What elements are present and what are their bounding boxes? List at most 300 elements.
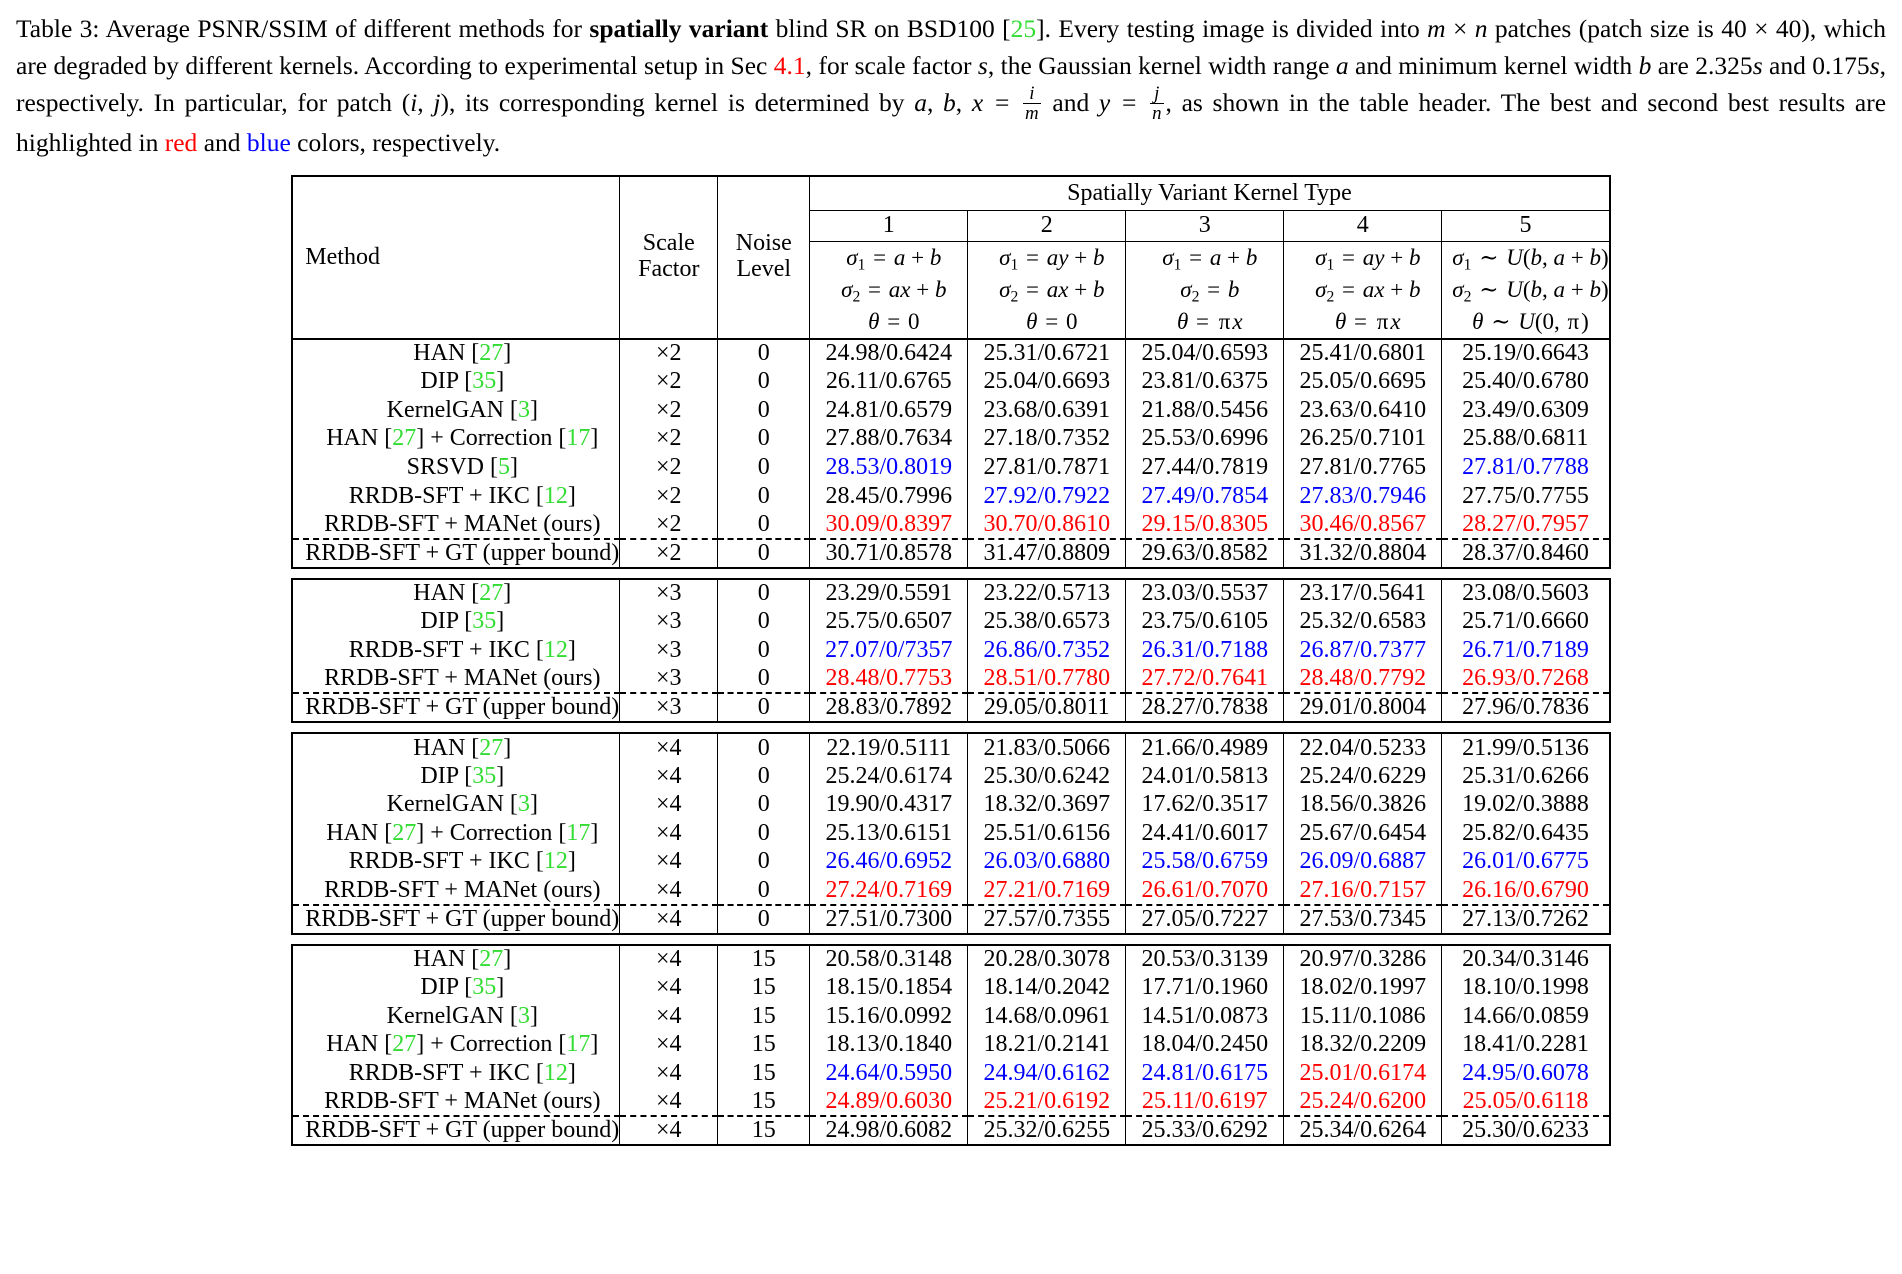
table-row <box>292 665 1609 694</box>
table-row <box>292 905 1609 934</box>
caption-text-14: highlighted in <box>16 127 165 157</box>
caption-text-6: factor <box>912 51 978 80</box>
citation-27[interactable]: 27 <box>479 734 504 761</box>
cell-kernel-4-value: 15.11/0.1086 <box>1284 1002 1442 1031</box>
cell-method: RRDB-SFT + IKC [12] <box>292 482 620 511</box>
citation-35[interactable]: 35 <box>472 608 497 635</box>
cell-kernel-3-value: 28.27/0.7838 <box>1126 693 1284 722</box>
cell-kernel-1-value: 27.88/0.7634 <box>825 425 953 452</box>
cell-kernel-4-value: 25.01/0.6174 <box>1284 1059 1442 1088</box>
table-row <box>292 339 1609 368</box>
table-row <box>292 1116 1609 1145</box>
cell-kernel-1-value: 24.81/0.6579 <box>825 396 953 423</box>
caption-text-1: Average PSNR/SSIM of different methods for <box>99 14 590 43</box>
cell-kernel-2-value: 18.14/0.2042 <box>968 973 1126 1002</box>
cell-noise-level: 15 <box>718 1059 810 1088</box>
cell-kernel-3-value: 25.11/0.6197 <box>1126 1088 1284 1117</box>
cell-kernel-3-value: 18.04/0.2450 <box>1126 1031 1284 1060</box>
cell-kernel-5-value: 26.93/0.7268 <box>1442 665 1610 694</box>
header-kernel-4: 4 <box>1284 210 1442 241</box>
cell-kernel-4-value: 25.41/0.6801 <box>1284 339 1442 368</box>
citation-3[interactable]: 3 <box>517 791 530 818</box>
cell-kernel-1-value: 27.07/0/7357 <box>825 636 953 663</box>
cell-kernel-2-value: 27.18/0.7352 <box>968 425 1126 454</box>
cell-kernel-5-value: 21.99/0.5136 <box>1442 733 1610 762</box>
cell-kernel-3-value: 17.71/0.1960 <box>1126 973 1284 1002</box>
cell-kernel-2-value: 26.03/0.6880 <box>968 848 1126 877</box>
caption-text-10: and 0.175 <box>1762 51 1870 80</box>
cell-kernel-5-value: 18.10/0.1998 <box>1442 973 1610 1002</box>
cell-noise-level: 0 <box>718 693 810 722</box>
formula-sigma1-5: $\sigma_1$ ∼ U(b, a + b) <box>1452 244 1609 273</box>
cell-kernel-3-value: 29.63/0.8582 <box>1126 539 1284 568</box>
cell-kernel-3-value: 26.31/0.7188 <box>1126 636 1284 665</box>
cell-kernel-4-value: 30.46/0.8567 <box>1284 510 1442 539</box>
table-row <box>292 733 1609 762</box>
cell-scale-factor: ×2 <box>620 425 718 454</box>
formula-theta-4: θ = πx <box>1334 309 1401 335</box>
cell-kernel-5-value: 18.41/0.2281 <box>1442 1031 1610 1060</box>
cell-kernel-1-value: 30.71/0.8578 <box>810 539 968 568</box>
cell-kernel-2-value: 23.68/0.6391 <box>968 396 1126 425</box>
cell-noise-level: 15 <box>718 945 810 974</box>
cell-kernel-3-value: 29.15/0.8305 <box>1126 510 1284 539</box>
cell-noise-level: 15 <box>718 973 810 1002</box>
cell-kernel-2-value: 25.04/0.6693 <box>968 367 1126 396</box>
cell-kernel-3-value: 20.53/0.3139 <box>1126 945 1284 974</box>
cell-scale-factor: ×4 <box>620 1088 718 1117</box>
cell-noise-level: 0 <box>718 790 810 819</box>
cell-noise-level: 0 <box>718 339 810 368</box>
cell-kernel-4-value: 31.32/0.8804 <box>1284 539 1442 568</box>
cell-kernel-3-value: 23.75/0.6105 <box>1126 607 1284 636</box>
citation-27[interactable]: 27 <box>392 819 417 846</box>
cell-method: HAN [27] <box>292 733 620 762</box>
table-row <box>292 819 1609 848</box>
cell-scale-factor: ×2 <box>620 482 718 511</box>
cell-scale-factor: ×4 <box>620 1059 718 1088</box>
caption-text-13: , as shown in the table header. The best and second best results are <box>1165 88 1887 117</box>
caption-word-red: red <box>164 127 198 157</box>
cell-kernel-5-value: 27.13/0.7262 <box>1442 905 1610 934</box>
table-caption: Table 3: Average PSNR/SSIM of different methods for spatially variant blind SR on BSD100 [25]. Every testing image is divided into m × n patches (patch size is 40 × 40), which are degraded by different kernels. According to experimental setup in Sec 4.1, for scale factor s, the Gaussian kernel width range a and minimum kernel width b are 2.325s and 0.175s, respectively. In particular, for patch (i, j), its corresponding kernel is determined by a, b, x = $\frac{i}{m}$ and y = $\frac{j}{n}$ , as shown in the table header. The best and second best results are highlighted in red and blue colors, respectively. <box>16 14 1887 157</box>
cell-kernel-2-value: 18.21/0.2141 <box>968 1031 1126 1060</box>
citation-12[interactable]: 12 <box>543 848 568 875</box>
cell-scale-factor: ×3 <box>620 607 718 636</box>
cell-method: RRDB-SFT + MANet (ours) <box>292 876 620 905</box>
cell-method: RRDB-SFT + MANet (ours) <box>292 665 620 694</box>
cell-kernel-1-value: 25.24/0.6174 <box>825 762 953 789</box>
cell-scale-factor: ×3 <box>620 693 718 722</box>
cell-scale-factor: ×3 <box>620 665 718 694</box>
header-kernel-1: 1 <box>810 210 968 241</box>
header-kernel-2: 2 <box>968 210 1126 241</box>
citation-27[interactable]: 27 <box>392 1031 417 1058</box>
cell-method: DIP [35] <box>292 762 620 791</box>
fraction-i-over-m: $\frac{i}{m}$ <box>1025 83 1039 125</box>
formula-theta-3: θ = πx <box>1176 309 1243 335</box>
cell-kernel-2-value: 27.81/0.7871 <box>968 453 1126 482</box>
caption-text-5: , for scale <box>805 51 906 80</box>
results-table <box>291 175 1610 1147</box>
cell-kernel-2-value: 23.22/0.5713 <box>968 579 1126 608</box>
cell-noise-level: 0 <box>718 733 810 762</box>
cell-kernel-4-value: 25.34/0.6264 <box>1284 1116 1442 1145</box>
cell-method: HAN [27] <box>292 339 620 368</box>
cell-kernel-4-value: 18.02/0.1997 <box>1284 973 1442 1002</box>
formula-sigma1-3: $\sigma_1 = a + b$ <box>1162 244 1258 273</box>
cell-kernel-3-value: 23.81/0.6375 <box>1126 367 1284 396</box>
cell-kernel-3-value: 23.03/0.5537 <box>1126 579 1284 608</box>
cell-kernel-1-value: 15.16/0.0992 <box>825 1002 953 1029</box>
header-kernel-5: 5 <box>1442 210 1610 241</box>
cell-kernel-1-value: 25.75/0.6507 <box>825 608 953 635</box>
table-row <box>292 1002 1609 1031</box>
header-kernel-group: Spatially Variant Kernel Type <box>810 176 1610 211</box>
cell-noise-level: 0 <box>718 762 810 791</box>
table-row <box>292 973 1609 1002</box>
cell-kernel-5-value: 25.88/0.6811 <box>1442 425 1610 454</box>
table-row <box>292 876 1609 905</box>
citation-12[interactable]: 12 <box>543 636 568 663</box>
cell-kernel-3-value: 25.33/0.6292 <box>1126 1116 1284 1145</box>
cell-kernel-3-value: 21.88/0.5456 <box>1126 396 1284 425</box>
cell-kernel-4-value: 23.63/0.6410 <box>1284 396 1442 425</box>
table-row <box>292 1088 1609 1117</box>
formula-sigma2-5: $\sigma_2$ ∼ U(b, a + b) <box>1452 277 1609 306</box>
cell-kernel-3-value: 14.51/0.0873 <box>1126 1002 1284 1031</box>
cell-noise-level: 15 <box>718 1002 810 1031</box>
cell-noise-level: 0 <box>718 848 810 877</box>
formula-sigma2-2: $\sigma_2$ = ax + b <box>999 277 1105 306</box>
citation-27[interactable]: 27 <box>479 946 504 973</box>
formula-sigma1-4: $\sigma_1$ = ay + b <box>1315 244 1421 273</box>
cell-kernel-5-value: 27.75/0.7755 <box>1442 482 1610 511</box>
cell-method: RRDB-SFT + GT (upper bound) <box>292 693 620 722</box>
cell-scale-factor: ×4 <box>620 973 718 1002</box>
citation-35[interactable]: 35 <box>472 762 497 789</box>
cell-kernel-5-value: 28.27/0.7957 <box>1442 510 1610 539</box>
table-row <box>292 396 1609 425</box>
fraction-j-over-n: $\frac{j}{n}$ <box>1152 83 1162 125</box>
cell-kernel-5-value: 25.19/0.6643 <box>1442 339 1610 368</box>
cell-noise-level: 15 <box>718 1088 810 1117</box>
cell-kernel-4-value: 27.53/0.7345 <box>1284 905 1442 934</box>
cell-kernel-3-value: 27.72/0.7641 <box>1126 665 1284 694</box>
cell-kernel-4-value: 26.25/0.7101 <box>1284 425 1442 454</box>
cell-kernel-1-value: 26.46/0.6952 <box>825 848 953 875</box>
citation-3[interactable]: 3 <box>517 396 530 423</box>
cell-kernel-2-value: 25.38/0.6573 <box>968 607 1126 636</box>
citation-12[interactable]: 12 <box>543 482 568 509</box>
table-row <box>292 425 1609 454</box>
results-table-container <box>16 175 1886 1147</box>
citation-27[interactable]: 27 <box>479 340 504 367</box>
cell-kernel-2-value: 24.94/0.6162 <box>968 1059 1126 1088</box>
cell-kernel-3-value: 27.44/0.7819 <box>1126 453 1284 482</box>
cell-scale-factor: ×2 <box>620 453 718 482</box>
cell-scale-factor: ×4 <box>620 905 718 934</box>
cell-kernel-5-value: 25.82/0.6435 <box>1442 819 1610 848</box>
formula-sigma1-1: $\sigma_1 = a + b$ <box>846 244 942 273</box>
cell-method: DIP [35] <box>292 367 620 396</box>
cell-method: SRSVD [5] <box>292 453 620 482</box>
cell-kernel-1-value: 28.45/0.7996 <box>825 482 953 509</box>
cell-noise-level: 0 <box>718 510 810 539</box>
cell-scale-factor: ×4 <box>620 876 718 905</box>
block-separator <box>292 722 1609 733</box>
cell-noise-level: 15 <box>718 1031 810 1060</box>
cell-kernel-5-value: 25.05/0.6118 <box>1442 1088 1610 1117</box>
cell-scale-factor: ×2 <box>620 367 718 396</box>
cell-method: HAN [27] + Correction [17] <box>292 819 620 848</box>
var-i-1: i <box>410 88 418 117</box>
cell-kernel-5-value: 26.01/0.6775 <box>1442 848 1610 877</box>
cell-noise-level: 0 <box>718 579 810 608</box>
var-m: m <box>1427 14 1446 43</box>
cell-kernel-1-value: 24.64/0.5950 <box>825 1060 953 1086</box>
cell-scale-factor: ×3 <box>620 579 718 608</box>
var-s-3: s <box>1869 51 1880 80</box>
formula-sigma2-3: $\sigma_2 = b$ <box>1180 277 1240 306</box>
cell-kernel-1-value: 30.09/0.8397 <box>825 510 953 537</box>
cell-noise-level: 0 <box>718 905 810 934</box>
cell-kernel-3-value: 25.04/0.6593 <box>1126 339 1284 368</box>
cell-scale-factor: ×3 <box>620 636 718 665</box>
cell-kernel-4-value: 26.09/0.6887 <box>1284 848 1442 877</box>
var-n: n <box>1474 14 1488 43</box>
caption-text-7: , the Gaussian kernel width range <box>987 51 1336 80</box>
cell-kernel-2-value: 26.86/0.7352 <box>968 636 1126 665</box>
cell-kernel-1-value: 26.11/0.6765 <box>825 368 952 395</box>
citation-27[interactable]: 27 <box>479 580 504 607</box>
header-kernel-formula-3 <box>1126 241 1284 339</box>
cell-scale-factor: ×4 <box>620 733 718 762</box>
block-separator <box>292 568 1609 579</box>
cell-kernel-1-value: 23.29/0.5591 <box>810 579 968 608</box>
cell-noise-level: 0 <box>718 453 810 482</box>
citation-3[interactable]: 3 <box>517 1002 530 1029</box>
cell-kernel-1-value: 25.13/0.6151 <box>825 819 953 846</box>
cell-kernel-5-value: 19.02/0.3888 <box>1442 790 1610 819</box>
cell-method: RRDB-SFT + GT (upper bound) <box>292 905 620 934</box>
header-row-top <box>292 176 1609 211</box>
cell-kernel-3-value: 25.58/0.6759 <box>1126 848 1284 877</box>
var-s-1: s <box>977 51 988 80</box>
cell-kernel-3-value: 24.01/0.5813 <box>1126 762 1284 791</box>
cell-noise-level: 0 <box>718 539 810 568</box>
cell-noise-level: 0 <box>718 396 810 425</box>
cell-scale-factor: ×2 <box>620 396 718 425</box>
header-scale-factor: Scale Factor <box>620 176 718 339</box>
formula-sigma1-2: $\sigma_1$ = ay + b <box>999 244 1105 273</box>
cell-kernel-4-value: 28.48/0.7792 <box>1284 665 1442 694</box>
cell-scale-factor: ×2 <box>620 510 718 539</box>
section-ref-4-1[interactable]: 4.1 <box>773 51 806 80</box>
caption-text-9: are 2.325 <box>1651 51 1753 80</box>
cell-scale-factor: ×4 <box>620 848 718 877</box>
header-kernel-formula-1 <box>810 241 968 339</box>
citation-17[interactable]: 17 <box>566 819 591 846</box>
cell-kernel-4-value: 29.01/0.8004 <box>1284 693 1442 722</box>
cell-noise-level: 0 <box>718 425 810 454</box>
cell-kernel-3-value: 17.62/0.3517 <box>1126 790 1284 819</box>
cell-kernel-2-value: 25.32/0.6255 <box>968 1116 1126 1145</box>
var-b-1: b <box>1638 51 1652 80</box>
cell-kernel-4-value: 27.83/0.7946 <box>1284 482 1442 511</box>
caption-bold-spatially-variant: spatially variant <box>589 14 769 43</box>
header-kernel-formula-5 <box>1442 241 1610 339</box>
citation-25[interactable]: 25 <box>1010 14 1037 43</box>
cell-method: KernelGAN [3] <box>292 396 620 425</box>
caption-text-3: ]. Every testing image is divided into <box>1036 14 1420 43</box>
cell-kernel-2-value: 25.51/0.6156 <box>968 819 1126 848</box>
cell-kernel-5-value: 25.40/0.6780 <box>1442 367 1610 396</box>
caption-word-blue: blue <box>246 127 291 157</box>
cell-scale-factor: ×4 <box>620 1116 718 1145</box>
cell-kernel-4-value: 27.81/0.7765 <box>1284 453 1442 482</box>
cell-scale-factor: ×4 <box>620 945 718 974</box>
cell-kernel-2-value: 20.28/0.3078 <box>968 945 1126 974</box>
cell-kernel-4-value: 25.67/0.6454 <box>1284 819 1442 848</box>
table-row <box>292 762 1609 791</box>
table-row <box>292 1059 1609 1088</box>
var-a-1: a <box>1335 51 1349 80</box>
cell-method: RRDB-SFT + MANet (ours) <box>292 1088 620 1117</box>
formula-sigma2-4: $\sigma_2$ = ax + b <box>1315 277 1421 306</box>
cell-kernel-1-value: 24.89/0.6030 <box>825 1088 953 1115</box>
cell-method: RRDB-SFT + MANet (ours) <box>292 510 620 539</box>
cell-noise-level: 0 <box>718 636 810 665</box>
cell-kernel-3-value: 25.53/0.6996 <box>1126 425 1284 454</box>
cell-kernel-2-value: 25.31/0.6721 <box>968 339 1126 368</box>
cell-method: HAN [27] <box>292 945 620 974</box>
cell-kernel-2-value: 21.83/0.5066 <box>968 733 1126 762</box>
cell-kernel-4-value: 27.16/0.7157 <box>1284 876 1442 905</box>
cell-kernel-2-value: 29.05/0.8011 <box>968 693 1126 722</box>
cell-kernel-3-value: 24.41/0.6017 <box>1126 819 1284 848</box>
cell-kernel-4-value: 25.05/0.6695 <box>1284 367 1442 396</box>
cell-method: HAN [27] + Correction [17] <box>292 1031 620 1060</box>
cell-kernel-1-value: 18.13/0.1840 <box>825 1031 953 1058</box>
header-kernel-3: 3 <box>1126 210 1284 241</box>
cell-kernel-1-value: 18.15/0.1854 <box>825 974 953 1001</box>
cell-kernel-1-value: 28.83/0.7892 <box>810 693 968 722</box>
cell-kernel-5-value: 14.66/0.0859 <box>1442 1002 1610 1031</box>
cell-noise-level: 15 <box>718 1116 810 1145</box>
cell-kernel-4-value: 26.87/0.7377 <box>1284 636 1442 665</box>
cell-kernel-1-value: 28.48/0.7753 <box>825 664 953 691</box>
caption-text-4: patches (patch size is 40 × 40), which are degraded by different kernels. According to experimental setup in Sec <box>16 14 1886 80</box>
formula-sigma2-1: $\sigma_2$ = ax + b <box>841 277 947 306</box>
cell-method: RRDB-SFT + GT (upper bound) <box>292 1116 620 1145</box>
table-row <box>292 539 1609 568</box>
var-j-1: j <box>433 88 441 117</box>
header-kernel-formula-2 <box>968 241 1126 339</box>
table-row <box>292 945 1609 974</box>
cell-scale-factor: ×4 <box>620 1031 718 1060</box>
citation-35[interactable]: 35 <box>472 368 497 395</box>
table-row <box>292 367 1609 396</box>
cell-kernel-2-value: 25.30/0.6242 <box>968 762 1126 791</box>
cell-kernel-2-value: 14.68/0.0961 <box>968 1002 1126 1031</box>
caption-text-16: colors, respectively. <box>290 127 501 157</box>
cell-kernel-4-value: 25.24/0.6229 <box>1284 762 1442 791</box>
cell-scale-factor: ×4 <box>620 819 718 848</box>
cell-scale-factor: ×2 <box>620 339 718 368</box>
cell-kernel-5-value: 25.31/0.6266 <box>1442 762 1610 791</box>
var-a-2: a <box>914 88 927 117</box>
table-row <box>292 482 1609 511</box>
cell-kernel-5-value: 25.30/0.6233 <box>1442 1116 1610 1145</box>
table-row <box>292 848 1609 877</box>
cell-kernel-2-value: 18.32/0.3697 <box>968 790 1126 819</box>
cell-kernel-2-value: 30.70/0.8610 <box>968 510 1126 539</box>
cell-scale-factor: ×4 <box>620 790 718 819</box>
cell-kernel-3-value: 27.49/0.7854 <box>1126 482 1284 511</box>
citation-35[interactable]: 35 <box>472 974 497 1001</box>
cell-kernel-5-value: 23.49/0.6309 <box>1442 396 1610 425</box>
cell-noise-level: 0 <box>718 607 810 636</box>
cell-kernel-1-value: 24.98/0.6082 <box>810 1116 968 1145</box>
table-row <box>292 579 1609 608</box>
cell-kernel-2-value: 31.47/0.8809 <box>968 539 1126 568</box>
cell-scale-factor: ×2 <box>620 539 718 568</box>
var-b-2: b <box>943 88 956 117</box>
cell-noise-level: 0 <box>718 482 810 511</box>
citation-27[interactable]: 27 <box>392 425 417 452</box>
cell-kernel-1-value: 28.53/0.8019 <box>825 453 953 480</box>
citation-5[interactable]: 5 <box>497 453 510 480</box>
cell-kernel-5-value: 25.71/0.6660 <box>1442 607 1610 636</box>
citation-17[interactable]: 17 <box>566 1031 591 1058</box>
cell-method: HAN [27] + Correction [17] <box>292 425 620 454</box>
cell-kernel-5-value: 26.16/0.6790 <box>1442 876 1610 905</box>
caption-text-11: , respectively. In particular, for patch ( <box>16 51 1886 117</box>
cell-kernel-4-value: 20.97/0.3286 <box>1284 945 1442 974</box>
cell-scale-factor: ×4 <box>620 762 718 791</box>
table-row <box>292 607 1609 636</box>
cell-kernel-5-value: 28.37/0.8460 <box>1442 539 1610 568</box>
cell-kernel-1-value: 20.58/0.3148 <box>810 945 968 974</box>
cell-kernel-4-value: 25.24/0.6200 <box>1284 1088 1442 1117</box>
table-row <box>292 790 1609 819</box>
cell-kernel-5-value: 20.34/0.3146 <box>1442 945 1610 974</box>
cell-method: DIP [35] <box>292 607 620 636</box>
cell-kernel-1-value: 19.90/0.4317 <box>825 791 953 818</box>
formula-theta-1: θ = 0 <box>868 309 920 335</box>
table-row <box>292 636 1609 665</box>
cell-kernel-3-value: 21.66/0.4989 <box>1126 733 1284 762</box>
table-row <box>292 1031 1609 1060</box>
cell-kernel-1-value: 27.24/0.7169 <box>825 876 953 903</box>
cell-noise-level: 0 <box>718 876 810 905</box>
citation-12[interactable]: 12 <box>543 1060 568 1086</box>
header-kernel-formula-4 <box>1284 241 1442 339</box>
table-row <box>292 693 1609 722</box>
formula-theta-2: θ = 0 <box>1026 309 1078 335</box>
table-row <box>292 453 1609 482</box>
cell-kernel-5-value: 27.96/0.7836 <box>1442 693 1610 722</box>
cell-kernel-1-value: 24.98/0.6424 <box>810 339 968 368</box>
header-method: Method <box>292 176 620 339</box>
block-separator <box>292 934 1609 945</box>
var-s-2: s <box>1752 51 1763 80</box>
cell-kernel-2-value: 25.21/0.6192 <box>968 1088 1126 1117</box>
citation-17[interactable]: 17 <box>566 425 591 452</box>
caption-text-8: and minimum kernel width <box>1348 51 1639 80</box>
cell-scale-factor: ×4 <box>620 1002 718 1031</box>
